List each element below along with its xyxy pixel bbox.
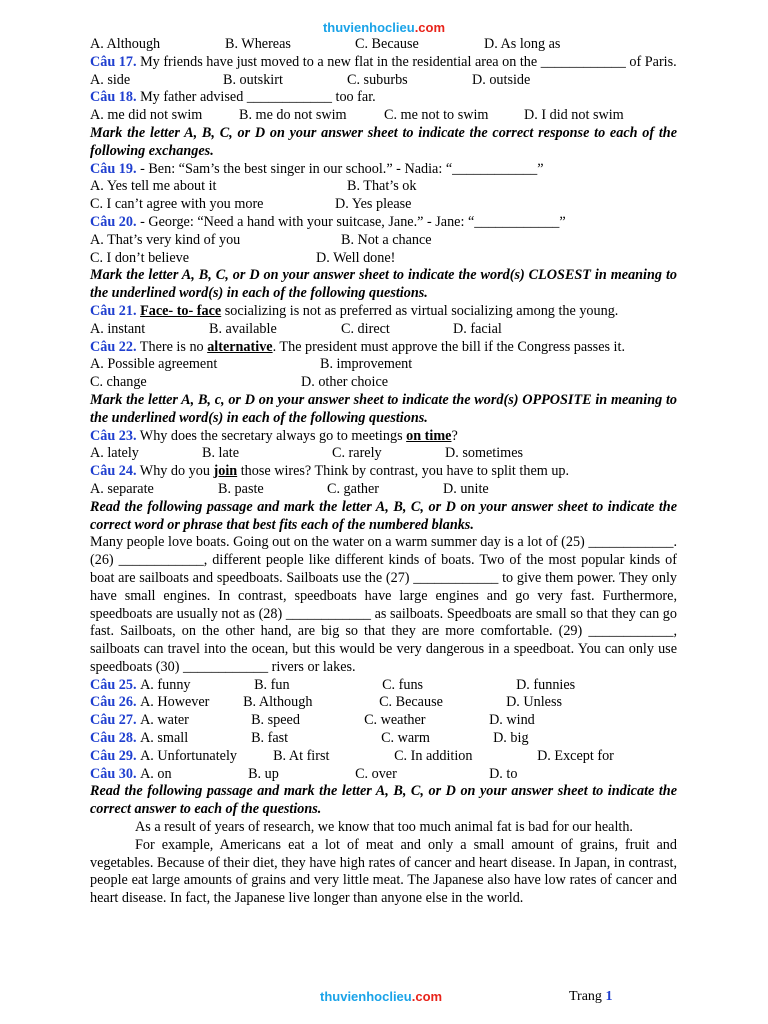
question-number: Câu 30. xyxy=(90,765,137,782)
question-26 xyxy=(90,694,677,712)
q30-option-c: C. over xyxy=(355,765,397,782)
q30-option-a: A. on xyxy=(140,765,172,782)
exam-content xyxy=(90,36,677,908)
question-29 xyxy=(90,748,677,766)
underlined-word: Face- to- face xyxy=(140,302,222,319)
question-number: Câu 19. xyxy=(90,160,137,177)
q22-option-b: B. improvement xyxy=(320,356,413,373)
q30-option-d: D. to xyxy=(489,765,518,782)
instruction-response: Mark the letter A, B, C, or D on your answer sheet to indicate the correct response to each of the following exchanges. xyxy=(90,124,677,159)
header-brand[interactable]: thuvienhoclieu.com xyxy=(322,20,446,35)
q22-option-c: C. change xyxy=(90,374,147,391)
q20-option-c: C. I don’t believe xyxy=(90,249,190,266)
q25-option-a: A. funny xyxy=(140,676,191,693)
q29-option-c: C. In addition xyxy=(394,747,473,764)
q27-option-d: D. wind xyxy=(489,712,535,729)
q18-options xyxy=(90,107,677,125)
q30-option-b: B. up xyxy=(248,765,279,782)
question-number: Câu 29. xyxy=(90,747,137,764)
question-text-post: those wires? Think by contrast, you have to split them up. xyxy=(237,463,570,480)
question-30 xyxy=(90,766,677,784)
q17-options xyxy=(90,72,677,90)
underlined-word: on time xyxy=(406,427,452,444)
q20-option-a: A. That’s very kind of you xyxy=(90,231,241,248)
q29-option-b: B. At first xyxy=(273,747,330,764)
q28-option-b: B. fast xyxy=(251,730,289,747)
q24-option-c: C. gather xyxy=(327,480,380,497)
instruction-opposite: Mark the letter A, B, c, or D on your answer sheet to indicate the word(s) OPPOSITE in meaning to the underlined word(s) in each of the following questions. xyxy=(90,391,677,426)
instruction-closest: Mark the letter A, B, C, or D on your answer sheet to indicate the word(s) CLOSEST in meaning to the underlined word(s) in each of the following questions. xyxy=(90,267,677,302)
q23-option-a: A. lately xyxy=(90,445,139,462)
q19-option-b: B. That’s ok xyxy=(347,178,417,195)
q20-options-row2 xyxy=(90,250,677,268)
q27-option-b: B. speed xyxy=(251,712,300,729)
question-text-post: . The president must approve the bill if the Congress passes it. xyxy=(272,338,625,355)
q16-options xyxy=(90,36,677,54)
q26-option-c: C. Because xyxy=(379,694,443,711)
q20-option-d: D. Well done! xyxy=(316,249,396,266)
q27-option-a: A. water xyxy=(140,712,189,729)
q21-options xyxy=(90,321,677,339)
question-23 xyxy=(90,428,677,446)
q29-option-a: A. Unfortunately xyxy=(140,747,237,764)
question-text-post: ? xyxy=(451,427,458,444)
question-number: Câu 26. xyxy=(90,694,137,711)
q26-option-b: B. Although xyxy=(243,694,313,711)
question-19 xyxy=(90,161,677,179)
question-22 xyxy=(90,339,677,357)
q18-option-c: C. me not to swim xyxy=(384,107,489,124)
question-28 xyxy=(90,730,677,748)
q25-option-c: C. funs xyxy=(382,676,424,693)
q21-option-a: A. instant xyxy=(90,320,146,337)
question-25 xyxy=(90,677,677,695)
q24-option-b: B. paste xyxy=(218,480,264,497)
question-18 xyxy=(90,89,677,107)
question-text: socializing is not as preferred as virtual socializing among the young. xyxy=(221,302,619,319)
passage-1: Many people love boats. Going out on the water on a warm summer day is a lot of (25) ____________. (26) ____________, different people like different kinds of boats. Two of the most popular kinds of boat are sailboats and speedboats. Sailboats use the (27) ____________ to give them power. They only have small engines. In contrast, speedboats have large engines and go very fast. Furthermore, speedboats are usually not as (28) ____________ as sailboats. Speedboats are small so that they can go fast. Sailboats, on the other hand, are big so that they are more comfortable. (29) ____________, sailboats can travel into the ocean, but this would be very dangerous in a speedboat. You can only use speedboats (30) ____________ rivers or lakes. xyxy=(90,534,677,675)
question-number: Câu 24. xyxy=(90,463,137,480)
q23-option-d: D. sometimes xyxy=(445,445,524,462)
question-number: Câu 28. xyxy=(90,730,137,747)
q17-option-b: B. outskirt xyxy=(223,71,283,88)
q18-option-a: A. me did not swim xyxy=(90,107,203,124)
question-text: - Ben: “Sam’s the best singer in our school.” - Nadia: “____________” xyxy=(136,160,544,177)
question-number: Câu 21. xyxy=(90,302,137,319)
question-number: Câu 27. xyxy=(90,712,137,729)
q20-option-b: B. Not a chance xyxy=(341,231,432,248)
passage-2-paragraph-1: As a result of years of research, we know that too much animal fat is bad for our health. xyxy=(135,819,633,836)
question-text: - George: “Need a hand with your suitcase, Jane.” - Jane: “____________” xyxy=(136,213,566,230)
page-number: Trang 1 xyxy=(569,989,613,1004)
q20-options-row1 xyxy=(90,232,677,250)
q19-options-row1 xyxy=(90,178,677,196)
q26-option-a: A. However xyxy=(140,694,210,711)
q16-option-a: A. Although xyxy=(90,36,161,52)
q22-option-d: D. other choice xyxy=(301,374,389,391)
q22-option-a: A. Possible agreement xyxy=(90,356,218,373)
q24-option-d: D. unite xyxy=(443,480,489,497)
question-number: Câu 22. xyxy=(90,338,137,355)
q22-options-row2 xyxy=(90,374,677,392)
question-20 xyxy=(90,214,677,232)
q28-option-d: D. big xyxy=(493,730,529,747)
q18-option-b: B. me do not swim xyxy=(239,107,347,124)
question-number: Câu 20. xyxy=(90,213,137,230)
q29-option-d: D. Except for xyxy=(537,747,614,764)
question-27 xyxy=(90,712,677,730)
question-24 xyxy=(90,463,677,481)
q17-option-a: A. side xyxy=(90,71,131,88)
q17-option-d: D. outside xyxy=(472,71,531,88)
q23-option-b: B. late xyxy=(202,445,240,462)
q16-option-b: B. Whereas xyxy=(225,36,291,52)
q19-option-c: C. I can’t agree with you more xyxy=(90,196,264,213)
question-text-pre: Why do you xyxy=(136,463,214,480)
q28-option-a: A. small xyxy=(140,730,189,747)
q27-option-c: C. weather xyxy=(364,712,426,729)
q25-option-b: B. fun xyxy=(254,676,290,693)
instruction-passage-1: Read the following passage and mark the letter A, B, C, or D on your answer sheet to indicate the correct word or phrase that best fits each of the numbered blanks. xyxy=(90,498,677,533)
page-header xyxy=(0,19,768,37)
question-17 xyxy=(90,54,677,72)
footer-brand[interactable]: thuvienhoclieu.com xyxy=(320,989,443,1004)
q16-option-c: C. Because xyxy=(355,36,419,52)
q19-options-row2 xyxy=(90,196,677,214)
question-number: Câu 18. xyxy=(90,89,137,106)
q23-options xyxy=(90,445,677,463)
q17-option-c: C. suburbs xyxy=(347,71,408,88)
question-21 xyxy=(90,303,677,321)
instruction-passage-2: Read the following passage and mark the letter A, B, C, or D on your answer sheet to indicate the correct answer to each of the questions. xyxy=(90,783,677,818)
q24-options xyxy=(90,481,677,499)
question-text-pre: There is no xyxy=(136,338,208,355)
question-text: My friends have just moved to a new flat in the residential area on the ____________ of Paris. xyxy=(136,53,677,70)
q25-option-d: D. funnies xyxy=(516,676,576,693)
q19-option-a: A. Yes tell me about it xyxy=(90,178,217,195)
question-number: Câu 23. xyxy=(90,427,137,444)
underlined-word: alternative xyxy=(207,338,273,355)
q18-option-d: D. I did not swim xyxy=(524,107,624,124)
q21-option-b: B. available xyxy=(209,320,277,337)
q21-option-c: C. direct xyxy=(341,320,390,337)
question-number: Câu 17. xyxy=(90,53,137,70)
q26-option-d: D. Unless xyxy=(506,694,563,711)
q24-option-a: A. separate xyxy=(90,480,154,497)
q16-option-d: D. As long as xyxy=(484,36,561,52)
question-number: Câu 25. xyxy=(90,676,137,693)
underlined-word: join xyxy=(213,463,238,480)
question-text-pre: Why does the secretary always go to meetings xyxy=(136,427,407,444)
question-text: My father advised ____________ too far. xyxy=(136,89,376,106)
passage-2-paragraph-2: For example, Americans eat a lot of meat and only a small amount of grains, fruit and vegetables. Because of their diet, they have high rates of cancer and heart disease. In Japan, in contrast, people eat large amounts of grains and very little meat. The Japanese also have low rates of cancer and heart disease. In fact, the Japanese live longer than anyone else in the world. xyxy=(90,836,677,907)
q22-options-row1 xyxy=(90,356,677,374)
q28-option-c: C. warm xyxy=(381,730,430,747)
q21-option-d: D. facial xyxy=(453,320,502,337)
q23-option-c: C. rarely xyxy=(332,445,382,462)
q19-option-d: D. Yes please xyxy=(335,196,412,213)
